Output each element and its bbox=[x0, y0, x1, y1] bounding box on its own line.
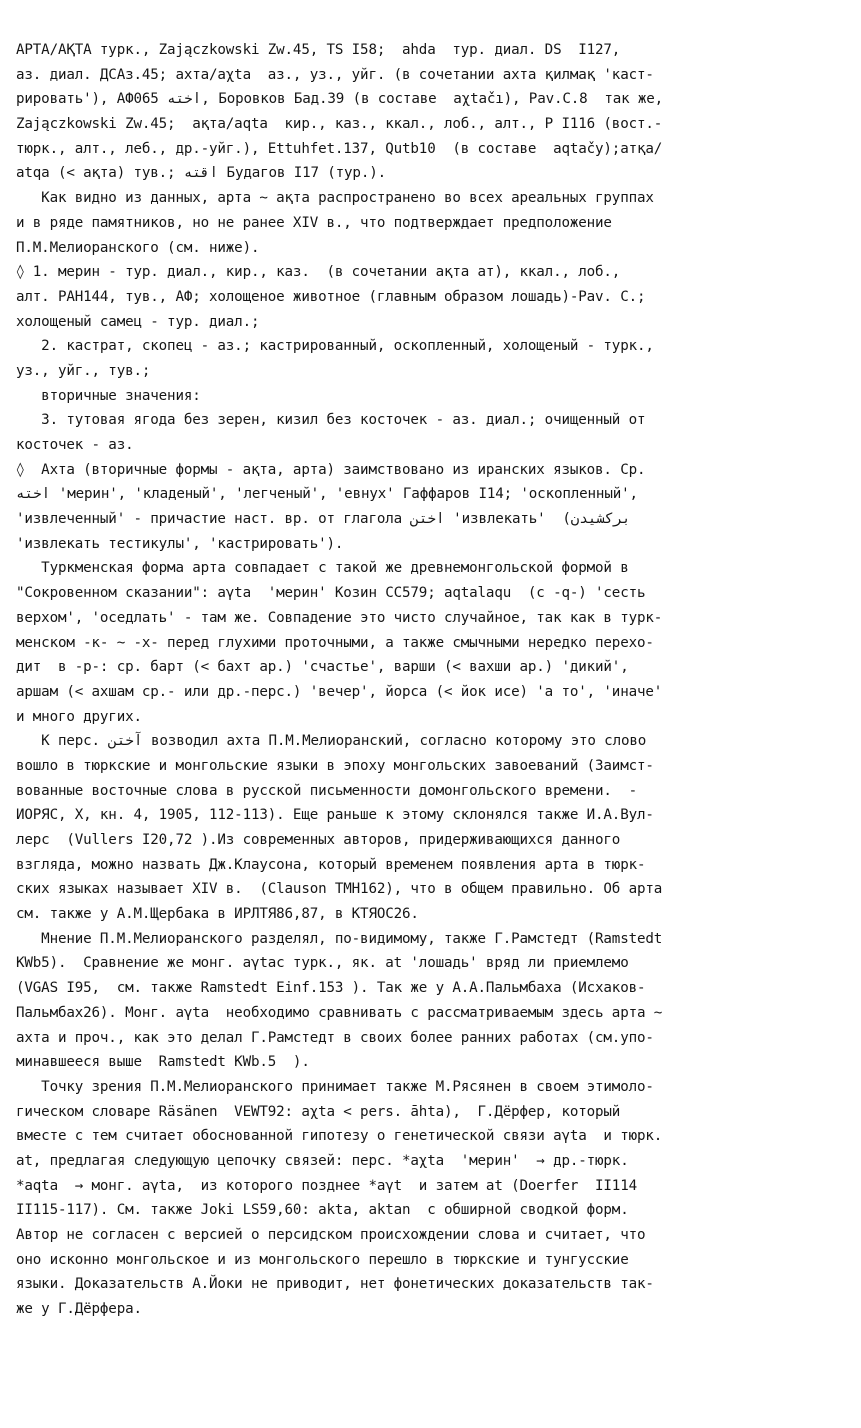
text-line: вместе с тем считает обоснованной гипотезу о генетической связи aγta и тюрк. bbox=[16, 1128, 663, 1145]
text-line: см. также у А.М.Щербака в ИРЛТЯ86,87, в КТЯОС26. bbox=[16, 906, 419, 923]
text-line: П.М.Мелиоранского (см. ниже). bbox=[16, 239, 260, 256]
text-line: Точку зрения П.М.Мелиоранского принимает также М.Рясянен в своем этимоло- bbox=[16, 1078, 654, 1095]
text-line: Пальмбах26). Монг. aγta необходимо сравнивать с рассматриваемым здесь арта ~ bbox=[16, 1004, 663, 1021]
text-line: atqa (< ақта) тув.; اقته Будагов I17 (тур.). bbox=[16, 165, 386, 182]
text-line: же у Г.Дёрфера. bbox=[16, 1301, 142, 1318]
text-line: вошло в тюркские и монгольские языки в эпоху монгольских завоеваний (Заимст- bbox=[16, 757, 654, 774]
text-line: гическом словаре Räsänen VEWT92: aχta < pers. āhta), Г.Дёрфер, который bbox=[16, 1103, 621, 1120]
text-line: алт. РАН144, тув., АФ; холощеное животное (главным образом лошадь)-Pav. C.; bbox=[16, 288, 646, 305]
text-line: KWb5). Сравнение же монг. aγtaс турк., як. at 'лошадь' вряд ли приемлемо bbox=[16, 955, 629, 972]
text-line: АРТА/АҚТА турк., Zajączkowski Zw.45, TS I58; ahda тур. диал. DS I127, bbox=[16, 42, 621, 58]
text-line: Мнение П.М.Мелиоранского разделял, по-видимому, также Г.Рамстедт (Ramstedt bbox=[16, 930, 663, 947]
text-line: 2. кастрат, скопец - аз.; кастрированный, оскопленный, холощеный - турк., bbox=[16, 338, 654, 355]
text-line: Туркменская форма арта совпадает с такой же древнемонгольской формой в bbox=[16, 560, 629, 577]
text-line: аршам (< ахшам ср.- или др.-перс.) 'вечер', йорса (< йок исе) 'а то', 'иначе' bbox=[16, 683, 663, 700]
text-line: К перс. آختن возводил ахта П.М.Мелиоранский, согласно которому это слово bbox=[16, 733, 647, 750]
text-line: 'извлекать тестикулы', 'кастрировать'). bbox=[16, 535, 344, 552]
text-line: ахта и проч., как это делал Г.Рамстедт в своих более ранних работах (см.упо- bbox=[16, 1029, 654, 1046]
text-line: тюрк., алт., леб., др.-уйг.), Ettuhfet.137, Qutb10 (в составе aqtačy);атқа/ bbox=[16, 140, 663, 157]
text-line: Как видно из данных, арта ~ ақта распространено во всех ареальных группах bbox=[16, 190, 654, 207]
text-line: Zajączkowski Zw.45; ақта/aqta кир., каз., ккал., лоб., алт., Р I116 (вост.- bbox=[16, 116, 663, 133]
text-line: ИОРЯС, X, кн. 4, 1905, 112-113). Еще раньше к этому склонялся также И.А.Вул- bbox=[16, 807, 654, 824]
text-line: косточек - аз. bbox=[16, 437, 134, 453]
text-line: менском -к- ~ -х- перед глухими проточными, а также смычными нередко перехо- bbox=[16, 634, 654, 651]
text-line bbox=[16, 1346, 847, 1371]
text-line: дит в -р-: ср. барт (< бахт ар.) 'счастье', варши (< вахши ар.) 'дикий', bbox=[16, 659, 629, 676]
text-line: Автор не согласен с версией о персидском происхождении слова и считает, что bbox=[16, 1227, 646, 1243]
text-line: ских языках называет XIV в. (Clauson ТМН162), что в общем правильно. Об арта bbox=[16, 881, 663, 898]
text-line: взгляда, можно назвать Дж.Клаусона, который временем появления арта в тюрк- bbox=[16, 856, 646, 873]
text-line: оно исконно монгольское и из монгольского перешло в тюркские и тунгусские bbox=[16, 1251, 629, 1268]
text-line: II115-117). См. также Joki LS59,60: akta, aktan с обширной сводкой форм. bbox=[16, 1202, 629, 1219]
text-line: рировать'), АФ065 اخته, Боровков Бад.39 (в составе aχtačı), Pav.C.8 так же, bbox=[16, 91, 664, 108]
text-line: اخته 'мерин', 'кладеный', 'легченый', 'евнух' Гаффаров I14; 'оскопленный', bbox=[16, 486, 638, 503]
text-line: вованные восточные слова в русской письменности домонгольского времени. - bbox=[16, 782, 637, 799]
text-line: языки. Доказательств А.Йоки не приводит, нет фонетических доказательств так- bbox=[16, 1276, 654, 1293]
text-line bbox=[16, 1322, 847, 1347]
text-line: 'извлеченный' - причастие наст. вр. от глагола اختن 'извлекать' (برکشیدن bbox=[16, 511, 631, 528]
text-line: "Сокровенном сказании": aγta 'мерин' Козин СС579; aqtalaqu (с -q-) 'сесть bbox=[16, 585, 646, 602]
text-line: холощеный самец - тур. диал.; bbox=[16, 313, 260, 330]
text-line: минавшееся выше Ramstedt KWb.5 ). bbox=[16, 1054, 310, 1071]
text-line: верхом', 'оседлать' - там же. Совпадение это чисто случайное, так как в турк- bbox=[16, 609, 663, 626]
text-line: аз. диал. ДСАз.45; ахта/aχta аз., уз., уйг. (в сочетании ахта қилмақ 'каст- bbox=[16, 66, 654, 83]
text-line: 3. тутовая ягода без зерен, кизил без косточек - аз. диал.; очищенный от bbox=[16, 412, 646, 429]
text-line: уз., уйг., тув.; bbox=[16, 362, 151, 379]
text-line: вторичные значения: bbox=[16, 387, 201, 404]
text-line: и много других. bbox=[16, 708, 142, 725]
text-line: at, предлагая следующую цепочку связей: перс. *aχta 'мерин' → др.-тюрк. bbox=[16, 1152, 629, 1169]
text-line: и в ряде памятников, но не ранее XIV в., что подтверждает предположение bbox=[16, 214, 612, 231]
text-line: лерс (Vullers I20,72 ).Из современных авторов, придерживающихся данного bbox=[16, 832, 621, 848]
text-line: ◊ Ахта (вторичные формы - ақта, арта) заимствовано из иранских языков. Ср. bbox=[16, 461, 646, 478]
text-line: (VGAS I95, см. также Ramstedt Einf.153 ). Так же у А.А.Пальмбаха (Исхаков- bbox=[16, 980, 646, 997]
text-line: *aqta → монг. aγta, из которого позднее *aγt и затем at (Doerfer II114 bbox=[16, 1177, 637, 1194]
text-line: ◊ 1. мерин - тур. диал., кир., каз. (в сочетании ақта ат), ккал., лоб., bbox=[16, 264, 621, 281]
